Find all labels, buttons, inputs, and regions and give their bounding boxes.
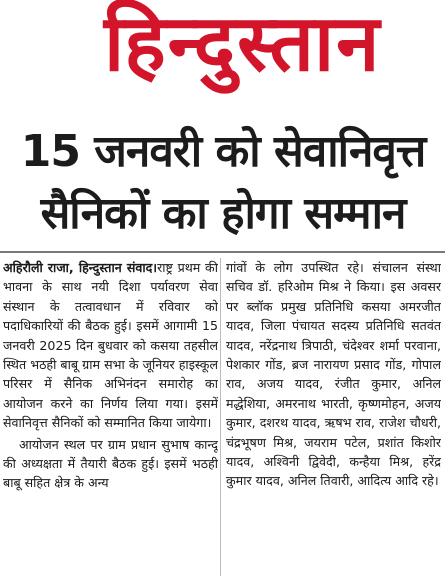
headline-line-2: सैनिकों का होगा सम्मान [40, 188, 406, 239]
dateline: अहिरौली राजा, हिन्दुस्तान संवाद। [3, 260, 158, 275]
headline-line-1: 15 जनवरी को सेवानिवृत्त [20, 126, 426, 177]
masthead [0, 0, 445, 110]
headline-rule [0, 251, 445, 253]
article-column-right [226, 258, 441, 576]
article-column-left [3, 258, 218, 576]
article-paragraph [3, 258, 218, 433]
paragraph-text: राष्ट्र प्रथम की भावना के साथ नयी दिशा पर्यावरण सेवा संस्थान के तत्वावधान में रविवार को पदाधिकारियों की बैठक हुई। इसमें आगामी 15 जनवरी 2025 दिन बुधवार को कसया तहसील स्थित भठही बाबू ग्राम सभा के जूनियर हाइस्कूल परिसर में सैनिक अभिनंदन समारोह का आयोजन करने का निर्णय लिया गया। इसमें सेवानिवृत्त सैनिकों को सम्मानित किया जायेगा। [3, 260, 218, 431]
column-divider [220, 258, 221, 576]
newspaper-logo: हिन्दुस्तान [104, 0, 382, 89]
article-paragraph: आयोजन स्थल पर ग्राम प्रधान सुभाष कान्दू की अध्यक्षता में तैयारी बैठक हुई। इसमें भठही बाबू सहित क्षेत्र के अन्य [3, 436, 218, 491]
article-paragraph: गांवों के लोग उपस्थित रहे। संचालन संस्था सचिव डॉ. हरिओम मिश्र ने किया। इस अवसर पर ब्लॉक प्रमुख प्रतिनिधि कसया अमरजीत यादव, जिला पंचायत सदस्य प्रतिनिधि सतवंत यादव, नरेंद्रनाथ त्रिपाठी, चंदेश्वर शर्मा परवाना, पेशकार गोंड, ब्रज नारायण प्रसाद गोंड, गोपाल राव, अजय यादव, रंजीत कुमार, अनिल मद्धेशिया, अमरनाथ भारती, कृष्णमोहन, अजय कुमार, दशरथ यादव, ऋषभ राव, राजेश चौधरी, चंद्रभूषण मिश्र, जयराम पटेल, प्रशांत किशोर यादव, अश्विनी द्विवेदी, कन्हैया मिश्र, हरेंद्र कुमार यादव, अनिल तिवारी, आदित्य आदि रहे। [226, 260, 441, 489]
